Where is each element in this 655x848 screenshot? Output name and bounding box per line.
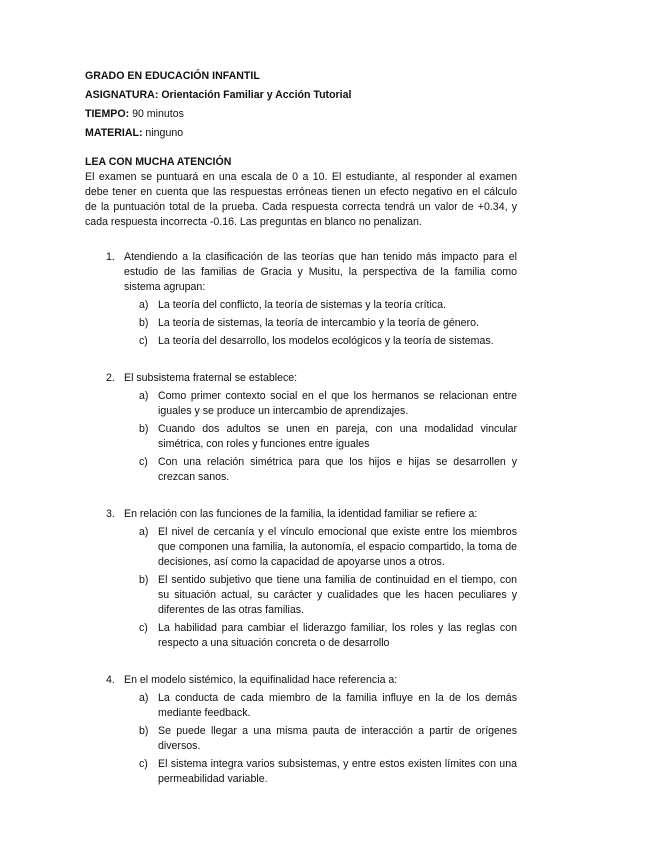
option-letter: c) [139,335,148,347]
material-key: MATERIAL: [85,127,143,139]
option-letter: a) [139,692,149,704]
option-b [124,422,517,452]
section-title: LEA CON MUCHA ATENCIÓN [85,156,232,168]
exam-page [85,67,517,809]
option-list [124,389,517,485]
option-list [124,298,517,349]
option-text: Con una relación simétrica para que los hijos e hijas se desarrollen y crezcan sanos. [158,456,517,483]
option-text: La teoría del conflicto, la teoría de sistemas y la teoría crítica. [158,299,446,311]
question-3 [85,507,517,651]
option-text: Cuando dos adultos se unen en pareja, con una modalidad vincular simétrica, con roles y funciones entre iguales [158,423,517,450]
option-b [124,316,517,331]
question-number: 3. [106,508,115,520]
question-1 [85,250,517,349]
option-text: La conducta de cada miembro de la familia influye en la de los demás mediante feedback. [158,692,517,719]
option-a [124,389,517,419]
option-a [124,691,517,721]
material-value: ninguno [142,127,184,139]
question-2 [85,371,517,485]
question-number: 4. [106,674,115,686]
option-c [124,621,517,651]
question-stem: Atendiendo a la clasificación de las teorías que han tenido más impacto para el estudio de las familias de Gracia y Musitu, la perspectiva de la familia como sistema agrupan: [124,251,517,293]
question-list [85,250,517,787]
option-letter: c) [139,758,148,770]
material-line [85,124,517,143]
option-letter: c) [139,456,148,468]
question-stem: El subsistema fraternal se establece: [124,372,298,384]
option-letter: a) [139,299,149,311]
option-c [124,334,517,349]
option-letter: a) [139,390,149,402]
question-4 [85,673,517,787]
option-list [124,691,517,787]
option-text: La habilidad para cambiar el liderazgo familiar, los roles y las reglas con respecto a una situación concreta o de desarrollo [158,622,517,649]
instructions-paragraph: El examen se puntuará en una escala de 0 a 10. El estudiante, al responder al examen debe tener en cuenta que las respuestas erróneas tienen un efecto negativo en el cálculo de la puntuación total de la prueba. Cada respuesta correcta tendrá un valor de +0.34, y cada respuesta incorrecta -0.16. Las preguntas en blanco no penalizan. [85,171,517,228]
time-line [85,105,517,124]
option-text: El sistema integra varios subsistemas, y entre estos existen límites con una permeabilidad variable. [158,758,517,785]
subject-key: ASIGNATURA: [85,89,159,101]
option-text: La teoría de sistemas, la teoría de intercambio y la teoría de género. [158,317,479,329]
option-b [124,724,517,754]
question-stem: En relación con las funciones de la familia, la identidad familiar se refiere a: [124,508,478,520]
option-letter: b) [139,574,149,586]
option-text: El nivel de cercanía y el vínculo emocional que existe entre los miembros que componen una familia, la autonomía, el espacio compartido, la toma de decisiones, así como la capacidad de apoyarse unos a otros. [158,526,517,568]
exam-header [85,67,517,143]
degree-title: GRADO EN EDUCACIÓN INFANTIL [85,70,260,82]
option-text: El sentido subjetivo que tiene una familia de continuidad en el tiempo, con su situación actual, su carácter y cualidades que les hacen peculiares y diferentes de las otras familias. [158,574,517,616]
option-text: La teoría del desarrollo, los modelos ecológicos y la teoría de sistemas. [158,335,494,347]
question-number: 2. [106,372,115,384]
time-value: 90 minutos [129,108,184,120]
question-stem: En el modelo sistémico, la equifinalidad hace referencia a: [124,674,398,686]
option-letter: b) [139,423,149,435]
option-list [124,525,517,651]
option-letter: a) [139,526,149,538]
option-a [124,525,517,570]
option-b [124,573,517,618]
option-letter: b) [139,725,149,737]
option-c [124,455,517,485]
question-number: 1. [106,251,115,263]
option-text: Se puede llegar a una misma pauta de interacción a partir de orígenes diversos. [158,725,517,752]
option-a [124,298,517,313]
option-text: Como primer contexto social en el que los hermanos se relacionan entre iguales y se produce un intercambio de aprendizajes. [158,390,517,417]
option-c [124,757,517,787]
subject-value: Orientación Familiar y Acción Tutorial [158,89,352,101]
option-letter: b) [139,317,149,329]
time-key: TIEMPO: [85,108,130,120]
option-letter: c) [139,622,148,634]
subject-line [85,86,517,105]
